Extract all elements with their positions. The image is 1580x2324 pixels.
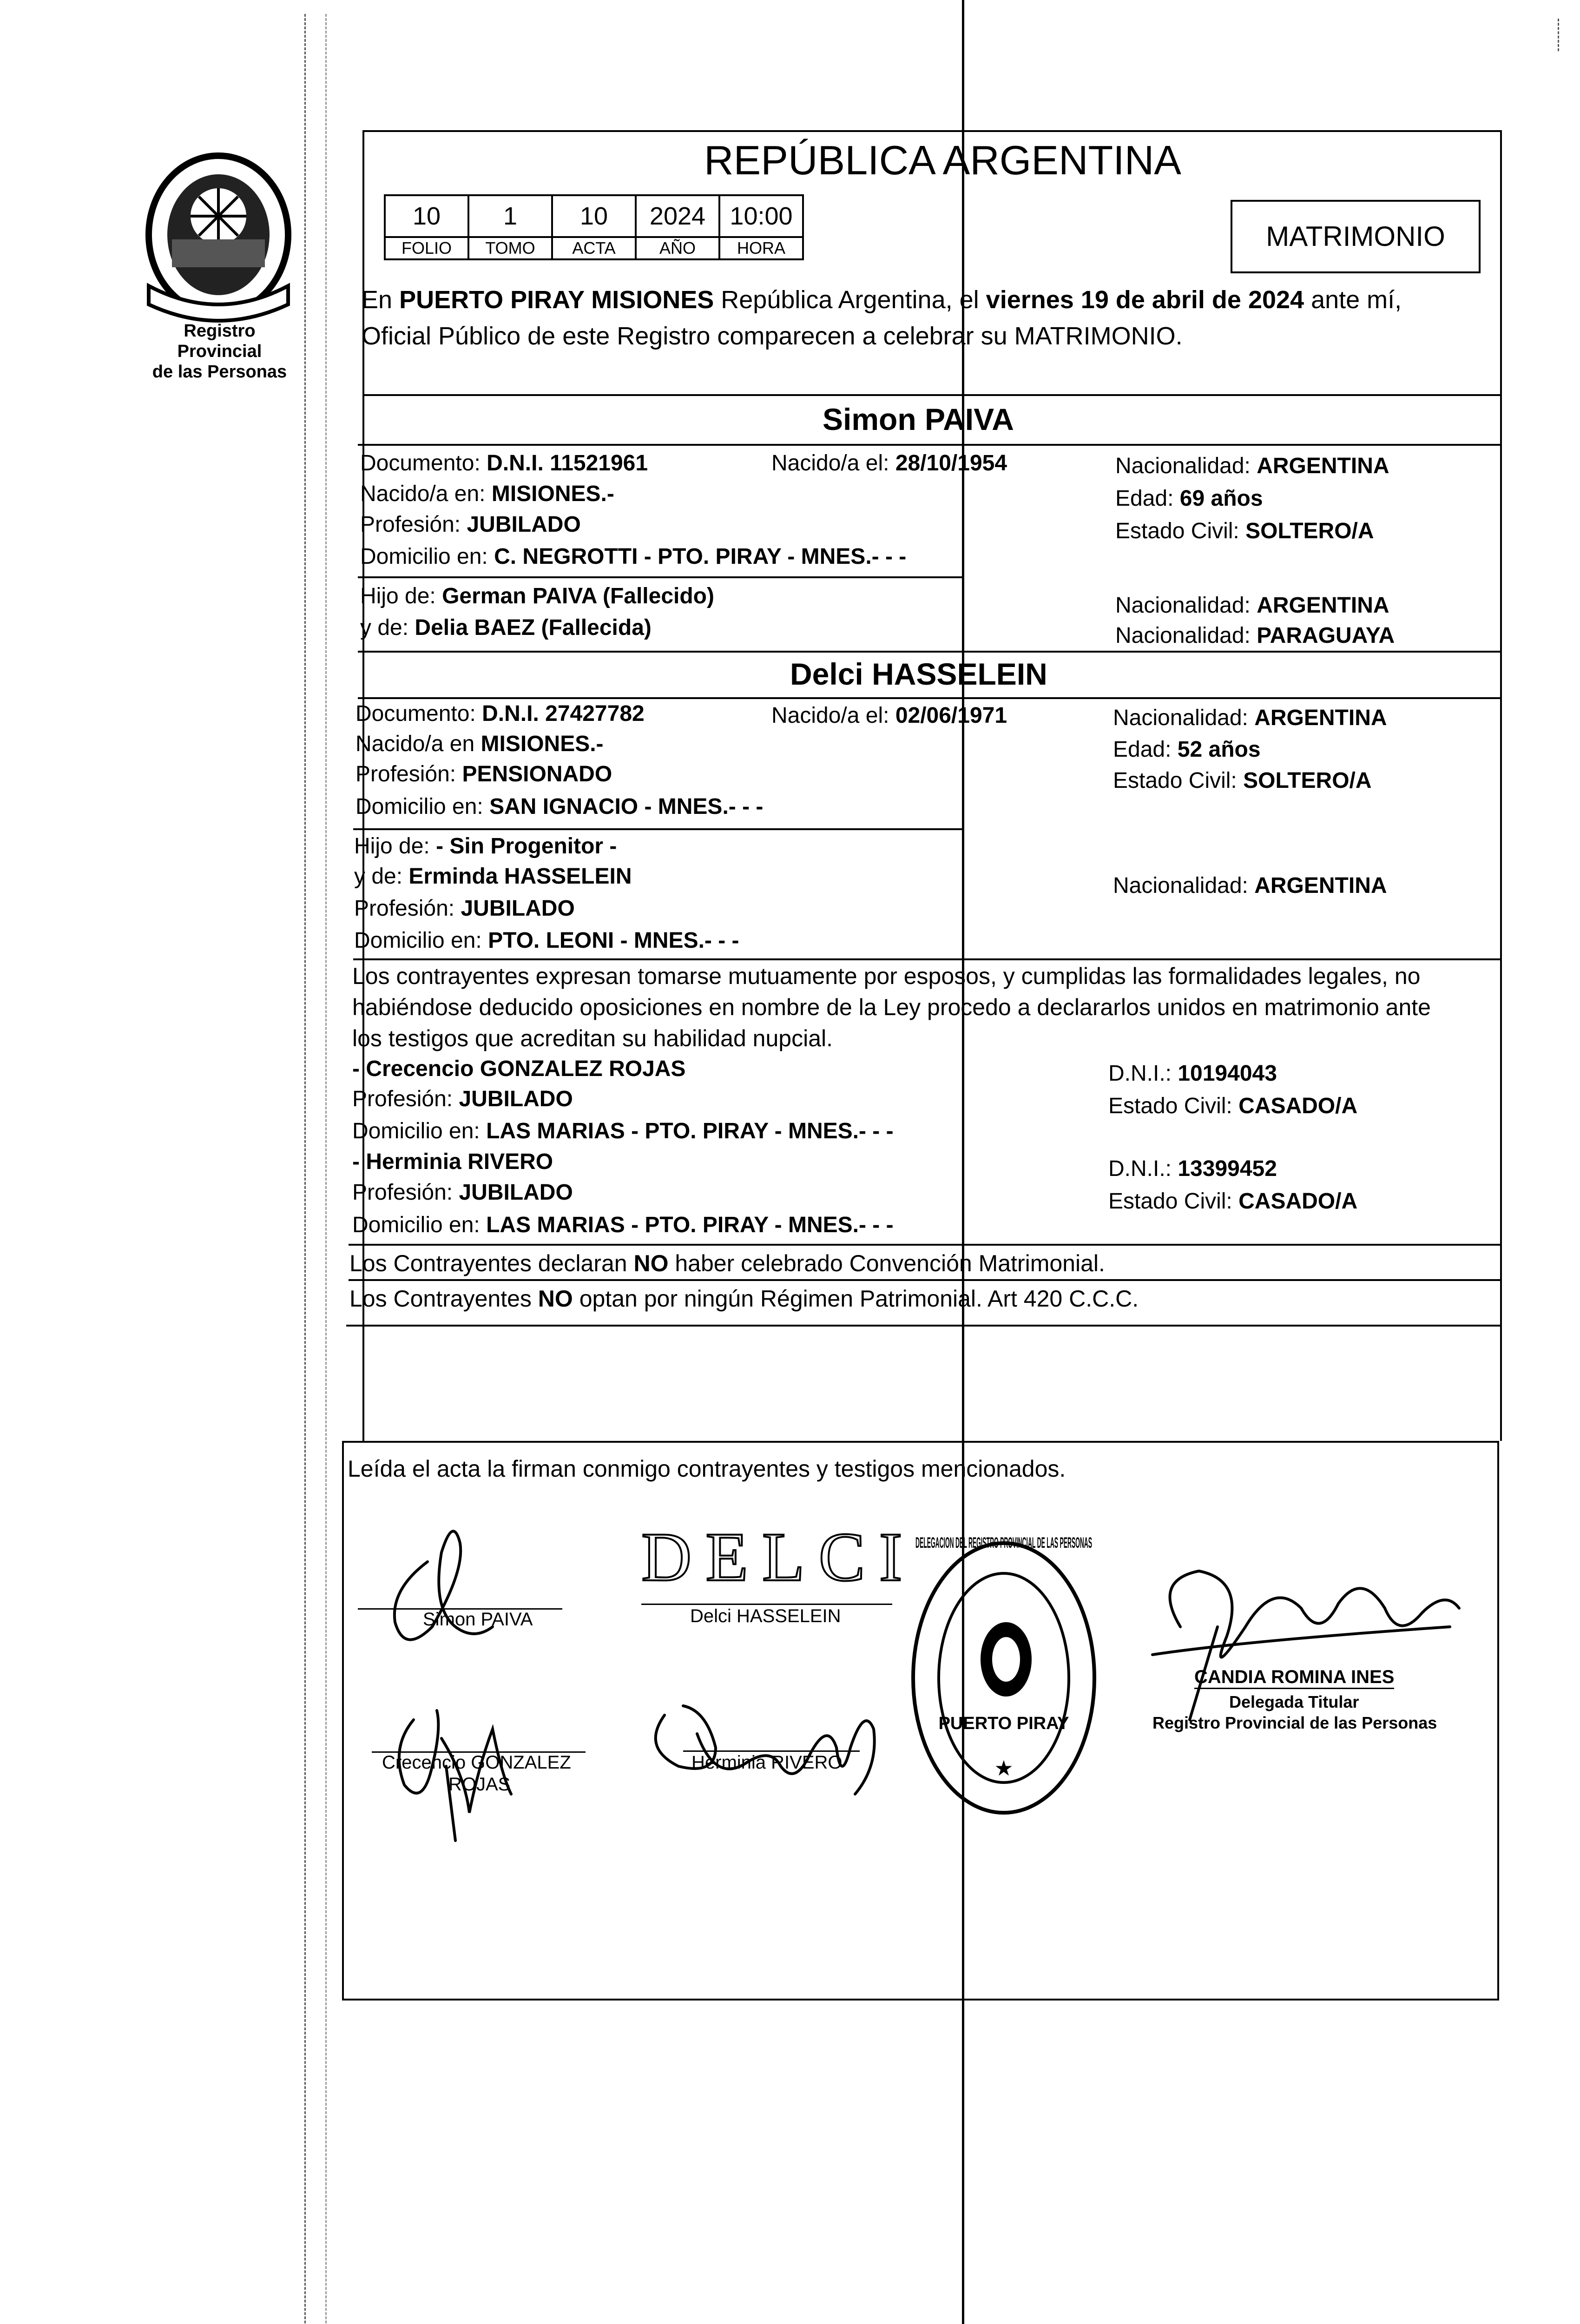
- groom-name: Simon PAIVA: [823, 402, 1014, 436]
- intro-p1: En: [362, 286, 400, 314]
- intro-line1: [362, 284, 1402, 315]
- bride-profesion: [356, 760, 612, 788]
- bride-edad: [1113, 736, 1261, 764]
- witness2-domicilio-label: Domicilio en:: [352, 1213, 487, 1237]
- closing-statement: Leída el acta la firman conmigo contrayentes y testigos mencionados.: [348, 1456, 1066, 1482]
- bride-madre-nac-label: Nacionalidad:: [1113, 873, 1255, 898]
- seal-ring-text: DELEGACION DEL REGISTRO PROVINCIAL DE LAS PERSONAS: [915, 1534, 1092, 1551]
- groom-padre-nac-label: Nacionalidad:: [1115, 593, 1257, 618]
- bride-madre-nac: [1113, 872, 1387, 900]
- witness1-profesion: [352, 1085, 573, 1113]
- bride-nacionalidad-label: Nacionalidad:: [1113, 706, 1255, 730]
- intro-p2: República Argentina, el: [714, 286, 986, 314]
- bride-domicilio-value: SAN IGNACIO - MNES.- - -: [489, 794, 764, 819]
- registry-name-line1: Registro Provincial: [177, 321, 262, 361]
- bride-nacido-en-label: Nacido/a en: [356, 732, 481, 756]
- bride-madre: [354, 863, 632, 891]
- bride-nacido-el: [771, 702, 1007, 730]
- groom-estado-value: SOLTERO/A: [1245, 519, 1374, 543]
- acta-value: 10: [552, 195, 636, 237]
- bride-documento-value: D.N.I. 27427782: [482, 701, 645, 726]
- groom-edad-value: 69 años: [1179, 486, 1263, 511]
- regimen-p1: Los Contrayentes: [349, 1286, 538, 1312]
- bride-signature-stroke: [656, 1706, 875, 1794]
- witness2-profesion-label: Profesión:: [352, 1180, 459, 1205]
- bride-handwritten-name: DELCI: [641, 1519, 916, 1596]
- groom-estado: [1115, 517, 1374, 545]
- groom-madre-nac-value: PARAGUAYA: [1257, 623, 1395, 648]
- bride-nacido-el-value: 02/06/1971: [895, 703, 1007, 728]
- groom-signature-name: Simon PAIVA: [423, 1609, 533, 1630]
- right-corner-mark: [1558, 19, 1561, 51]
- groom-nacido-en-value: MISIONES.-: [491, 482, 614, 506]
- registry-name: [139, 321, 300, 382]
- groom-nacido-en: [360, 480, 614, 508]
- bride-madre-label: y de:: [354, 864, 409, 889]
- bride-estado: [1113, 767, 1372, 795]
- witness2-signature-name: Herminia RIVERO: [691, 1752, 843, 1773]
- bride-madre-dom-label: Domicilio en:: [354, 928, 488, 953]
- bride-edad-label: Edad:: [1113, 737, 1178, 762]
- regimen-p2: optan por ningún Régimen Patrimonial. Art 420 C.C.C.: [573, 1286, 1139, 1312]
- bride-madre-prof-label: Profesión:: [354, 896, 461, 921]
- frame-top: [362, 130, 1501, 132]
- witness2-estado-value: CASADO/A: [1238, 1189, 1358, 1214]
- declaration-line2: habiéndose deducido oposiciones en nombre de la Ley procedo a declararlos unidos en matrimonio ante: [352, 994, 1431, 1020]
- bride-estado-label: Estado Civil:: [1113, 768, 1244, 793]
- officer-role: Delegada Titular: [1229, 1692, 1359, 1711]
- regimen-statement: [349, 1285, 1139, 1313]
- witness2-estado-label: Estado Civil:: [1108, 1189, 1239, 1214]
- groom-profesion: [360, 511, 581, 539]
- intro-place: PUERTO PIRAY MISIONES: [399, 286, 714, 314]
- frame-bottom: [342, 1999, 1499, 2000]
- declaration-line1: Los contrayentes expresan tomarse mutuamente por esposos, y cumplidas las formalidades legales, no: [352, 963, 1421, 989]
- witness2-profesion: [352, 1179, 573, 1207]
- witness2-estado: [1108, 1188, 1357, 1215]
- intro-line2: Oficial Público de este Registro comparecen a celebrar su MATRIMONIO.: [362, 322, 1183, 350]
- bride-padre-value: - Sin Progenitor -: [436, 834, 617, 858]
- groom-padre-nac: [1115, 592, 1389, 620]
- groom-nacido-el-value: 28/10/1954: [895, 451, 1007, 475]
- divider-closing-top: [344, 1441, 1499, 1443]
- seal-star-icon: ★: [994, 1756, 1014, 1780]
- bride-madre-prof-value: JUBILADO: [461, 896, 575, 921]
- convencion-neg: NO: [633, 1250, 669, 1276]
- bride-padre: [354, 832, 617, 860]
- bride-edad-value: 52 años: [1177, 737, 1261, 762]
- folio-label: FOLIO: [385, 237, 468, 259]
- witness1-estado-label: Estado Civil:: [1108, 1094, 1239, 1118]
- bride-nacido-en: [356, 730, 604, 758]
- bride-profesion-label: Profesión:: [356, 762, 462, 786]
- left-margin-dashes: [304, 14, 306, 2324]
- bride-domicilio: [356, 793, 763, 821]
- bride-madre-dom-value: PTO. LEONI - MNES.- - -: [488, 928, 739, 953]
- witness1-profesion-label: Profesión:: [352, 1087, 459, 1111]
- witness2-domicilio-value: LAS MARIAS - PTO. PIRAY - MNES.- - -: [486, 1213, 894, 1237]
- divider-empty-top: [346, 1325, 1501, 1327]
- groom-padre-label: Hijo de:: [360, 584, 442, 608]
- groom-madre-nac-label: Nacionalidad:: [1115, 623, 1257, 648]
- groom-documento: [360, 449, 648, 477]
- divider-bride-name: [358, 697, 1501, 699]
- divider-declaration-top: [353, 958, 1501, 960]
- witness2-domicilio: [352, 1211, 894, 1239]
- bride-nacionalidad: [1113, 704, 1387, 732]
- witness1-domicilio-value: LAS MARIAS - PTO. PIRAY - MNES.- - -: [486, 1119, 894, 1143]
- bride-nacionalidad-value: ARGENTINA: [1254, 706, 1387, 730]
- bride-madre-nac-value: ARGENTINA: [1254, 873, 1387, 898]
- registry-logo: [139, 146, 297, 342]
- acta-reference-table: [384, 194, 804, 260]
- witness1-profesion-value: JUBILADO: [459, 1087, 573, 1111]
- regimen-neg: NO: [538, 1286, 573, 1312]
- divider-groom-name: [358, 444, 1501, 446]
- groom-nacionalidad-value: ARGENTINA: [1257, 454, 1389, 478]
- witness1-dni-label: D.N.I.:: [1108, 1061, 1178, 1086]
- registry-name-line2: de las Personas: [152, 362, 287, 382]
- groom-edad-label: Edad:: [1115, 486, 1180, 511]
- divider-groom-top: [362, 394, 1501, 396]
- witness1-estado: [1108, 1092, 1357, 1120]
- provincia-misiones-crest-icon: [139, 146, 297, 342]
- bride-signature-line: [641, 1604, 892, 1605]
- witness1-dni-value: 10194043: [1178, 1061, 1277, 1086]
- groom-estado-label: Estado Civil:: [1115, 519, 1246, 543]
- bride-nacido-el-label: Nacido/a el:: [771, 703, 895, 728]
- witness1-signature-name-l2: ROJAS: [448, 1774, 511, 1795]
- country-title: REPÚBLICA ARGENTINA: [704, 137, 1181, 183]
- officer-org: Registro Provincial de las Personas: [1152, 1713, 1437, 1732]
- groom-madre-label: y de:: [360, 615, 415, 640]
- doc-type-box: MATRIMONIO: [1231, 200, 1481, 273]
- witness1-signature-name-l1: Crecencio GONZALEZ: [382, 1752, 571, 1773]
- bride-documento-label: Documento:: [356, 701, 482, 726]
- registry-seal-icon: [906, 1534, 1101, 1822]
- groom-domicilio-label: Domicilio en:: [360, 544, 494, 569]
- witness1-dni: [1108, 1060, 1277, 1088]
- divider-bride-parents: [353, 828, 962, 830]
- bride-padre-label: Hijo de:: [354, 834, 436, 858]
- anio-value: 2024: [636, 195, 719, 237]
- folio-value: 10: [385, 195, 468, 237]
- groom-padre-nac-value: ARGENTINA: [1257, 593, 1389, 618]
- divider-convencion-top: [349, 1244, 1501, 1246]
- groom-madre-nac: [1115, 622, 1395, 650]
- groom-documento-value: D.N.I. 11521961: [487, 451, 648, 475]
- groom-padre-value: German PAIVA (Fallecido): [442, 584, 714, 608]
- witness2-dni-value: 13399452: [1178, 1156, 1277, 1181]
- divider-regimen-top: [349, 1279, 1501, 1281]
- groom-nacido-el: [771, 449, 1007, 477]
- groom-domicilio: [360, 543, 906, 571]
- groom-nacionalidad: [1115, 452, 1389, 480]
- groom-nacido-el-label: Nacido/a el:: [771, 451, 895, 475]
- frame-right-lower: [1497, 1441, 1499, 1999]
- tomo-value: 1: [468, 195, 552, 237]
- intro-p3: ante mí,: [1304, 286, 1402, 314]
- officer-name: CANDIA ROMINA INES: [1194, 1666, 1394, 1689]
- declaration-line3: los testigos que acreditan su habilidad nupcial.: [352, 1025, 833, 1051]
- hora-value: 10:00: [719, 195, 803, 237]
- bride-madre-profesion: [354, 895, 575, 923]
- bride-name: Delci HASSELEIN: [790, 657, 1047, 691]
- bride-nacido-en-value: MISIONES.-: [481, 732, 604, 756]
- groom-domicilio-value: C. NEGROTTI - PTO. PIRAY - MNES.- - -: [494, 544, 907, 569]
- witness1-estado-value: CASADO/A: [1238, 1094, 1358, 1118]
- groom-madre: [360, 614, 652, 642]
- groom-documento-label: Documento:: [360, 451, 487, 475]
- groom-padre: [360, 582, 714, 610]
- bride-documento: [356, 700, 645, 728]
- groom-profesion-label: Profesión:: [360, 512, 467, 537]
- witness1-domicilio-label: Domicilio en:: [352, 1119, 487, 1143]
- frame-left-lower: [342, 1441, 344, 1999]
- left-margin-dashes-2: [325, 14, 327, 2324]
- acta-label: ACTA: [552, 237, 636, 259]
- witness2-signature-line: [683, 1750, 860, 1752]
- intro-date: viernes 19 de abril de 2024: [986, 286, 1304, 314]
- bride-domicilio-label: Domicilio en:: [356, 794, 490, 819]
- groom-nacionalidad-label: Nacionalidad:: [1115, 454, 1257, 478]
- bride-madre-value: Erminda HASSELEIN: [408, 864, 632, 889]
- tomo-label: TOMO: [468, 237, 552, 259]
- divider-groom-parents: [358, 576, 962, 578]
- bride-madre-domicilio: [354, 927, 739, 955]
- divider-bride-top: [358, 651, 1501, 653]
- witness2-dni: [1108, 1155, 1277, 1183]
- groom-madre-value: Delia BAEZ (Fallecida): [415, 615, 652, 640]
- anio-label: AÑO: [636, 237, 719, 259]
- seal-center-text: PUERTO PIRAY: [938, 1714, 1069, 1733]
- registry-seal: [906, 1534, 1101, 1822]
- convencion-p1: Los Contrayentes declaran: [349, 1250, 634, 1276]
- convencion-p2: haber celebrado Convención Matrimonial.: [668, 1250, 1105, 1276]
- bride-profesion-value: PENSIONADO: [462, 762, 612, 786]
- hora-label: HORA: [719, 237, 803, 259]
- bride-signature-name: Delci HASSELEIN: [690, 1606, 841, 1626]
- groom-nacido-en-label: Nacido/a en:: [360, 482, 492, 506]
- witness1-name: - Crecencio GONZALEZ ROJAS: [352, 1056, 686, 1081]
- witness2-profesion-value: JUBILADO: [459, 1180, 573, 1205]
- convencion-statement: [349, 1249, 1105, 1277]
- witness2-dni-label: D.N.I.:: [1108, 1156, 1178, 1181]
- witness1-domicilio: [352, 1117, 894, 1145]
- witness2-name: - Herminia RIVERO: [352, 1149, 553, 1174]
- bride-estado-value: SOLTERO/A: [1243, 768, 1372, 793]
- groom-profesion-value: JUBILADO: [467, 512, 581, 537]
- groom-edad: [1115, 485, 1263, 513]
